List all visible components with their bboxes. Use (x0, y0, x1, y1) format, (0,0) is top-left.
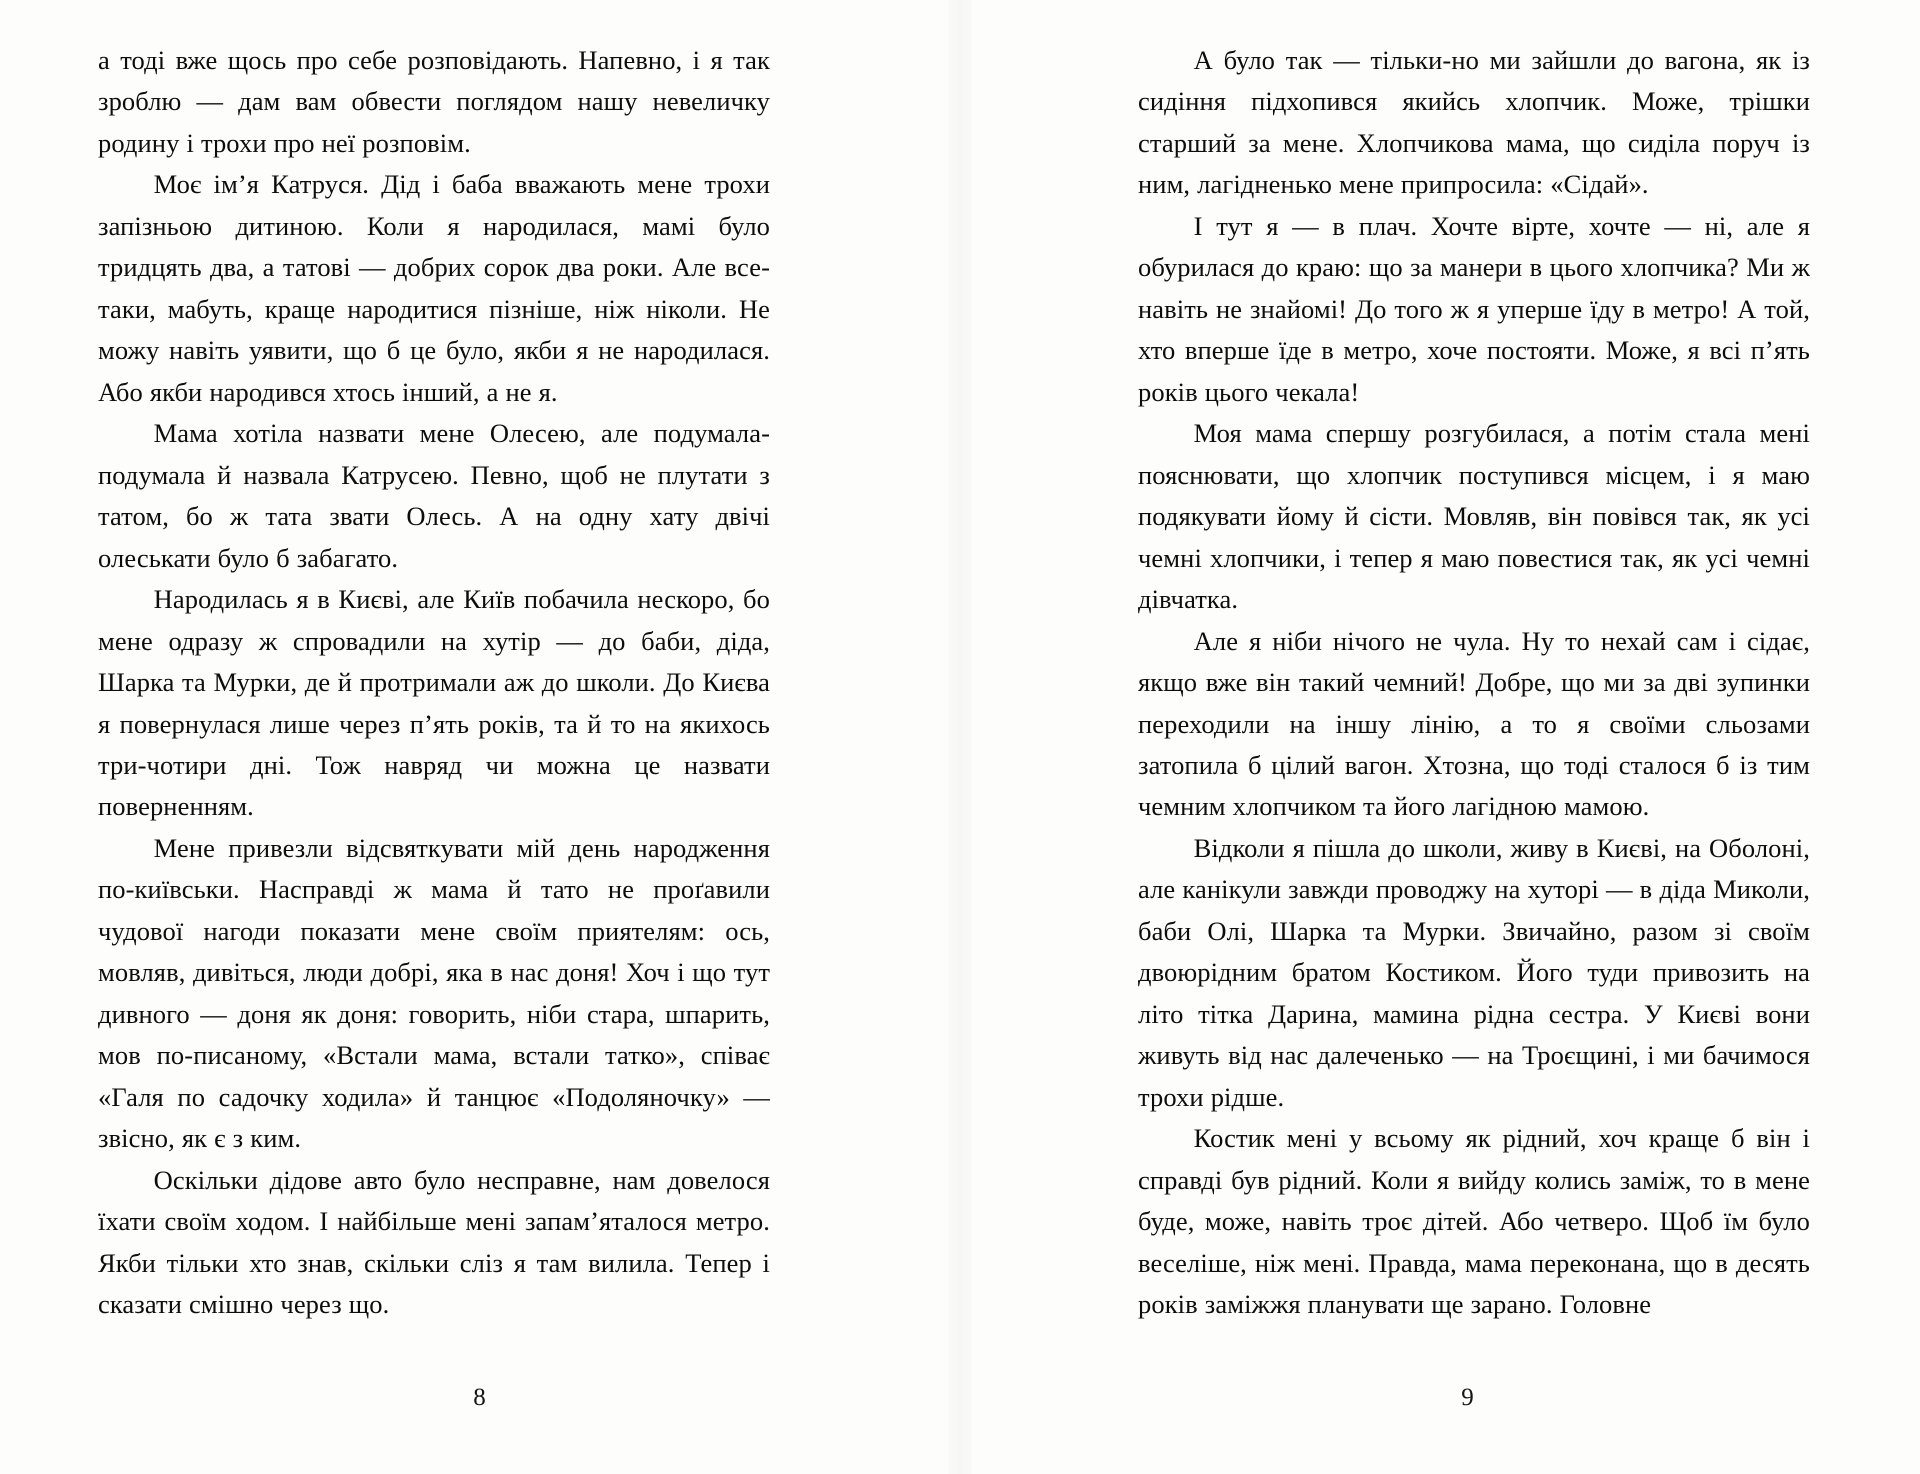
paragraph: Відколи я пішла до школи, живу в Києві, на Оболоні, але канікули завжди проводжу на хуторі — в діда Миколи, баби Олі, Шарка та Мурки. Звичайно, разом зі своїм двоюрідним братом Костиком. Його туди привозить на літо тітка Дарина, мамина рідна сестра. У Києві вони живуть від нас далеченько — на Троєщині, і ми бачимося трохи рідше. (1138, 832, 1810, 1112)
paragraph: Костик мені у всьому як рідний, хоч краще б він і справді був рідний. Коли я вийду колись заміж, то в мене буде, може, навіть троє дітей. Або четверо. Щоб їм було веселіше, ніж мені. Правда, мама переконана, що в десять років заміжжя планувати ще зарано. Головне (1138, 1123, 1810, 1320)
book-page-right (960, 0, 1920, 1474)
paragraph: Мама хотіла назвати мене Олесею, але подумала-подумала й назвала Катрусею. Певно, щоб не плутати з татом, бо ж тата звати Олесь. А на одну хату двічі олеськати було б забагато. (98, 418, 770, 573)
paragraph: А було так — тільки-но ми зайшли до вагона, як із сидіння підхопився якийсь хлопчик. Може, трішки старший за мене. Хлопчикова мама, що сиділа поруч із ним, лагідненько мене припросила: «Сідай». (1138, 45, 1810, 200)
paragraph: Моє ім’я Катруся. Дід і баба вважають мене трохи запізньою дитиною. Коли я народилася, мамі було тридцять два, а татові — добрих сорок два роки. Але все-таки, мабуть, краще народитися пізніше, ніж ніколи. Не можу навіть уявити, що б це було, якби я не народилася. Або якби народився хтось інший, а не я. (98, 169, 770, 407)
page-number-left: 8 (473, 1384, 487, 1411)
left-page-text-block (98, 40, 770, 1326)
paragraph: Але я ніби нічого не чула. Ну то нехай сам і сідає, якщо вже він такий чемний! Добре, що ми за дві зупинки переходили на іншу лінію, а то я своїми сльозами затопила б цілий вагон. Хтозна, що тоді сталося б із тим чемним хлопчиком та його лагідною мамою. (1138, 625, 1810, 822)
paragraph: І тут я — в плач. Хочте вірте, хочте — ні, але я обурилася до краю: що за манери в цього хлопчика? Ми ж навіть не знайомі! До того ж я уперше їду в метро! А той, хто вперше їде в метро, хоче постояти. Може, я всі п’ять років цього чекала! (1138, 210, 1810, 407)
paragraph: а тоді вже щось про себе розповідають. Напевно, і я так зроблю — дам вам обвести поглядом нашу невеличку родину і трохи про неї розповім. (98, 45, 770, 158)
paragraph: Оскільки дідове авто було несправне, нам довелося їхати своїм ходом. І найбільше мені запам’яталося метро. Якби тільки хто знав, скільки сліз я там вилила. Тепер і сказати смішно через що. (98, 1164, 770, 1320)
right-page-text-block (1138, 40, 1810, 1326)
page-number-right: 9 (1461, 1384, 1475, 1411)
paragraph: Моя мама спершу розгубилася, а потім стала мені пояснювати, що хлопчик поступився місцем, і я маю подякувати йому й сісти. Мовляв, він повівся так, як усі чемні хлопчики, і тепер я маю повестися так, як усі чемні дівчатка. (1138, 418, 1810, 615)
paragraph: Народилась я в Києві, але Київ побачила нескоро, бо мене одразу ж спровадили на хутір — до баби, діда, Шарка та Мурки, де й протримали аж до школи. До Києва я повернулася лише через п’ять років, та й то на якихось три-чотири дні. Тож навряд чи можна це назвати поверненням. (98, 584, 770, 822)
paragraph: Мене привезли відсвяткувати мій день народження по-київськи. Насправді ж мама й тато не проґавили чудової нагоди показати мене своїм приятелям: ось, мовляв, дивіться, люди добрі, яка в нас доня! Хоч і що тут дивного — доня як доня: говорить, ніби стара, шпарить, мов по-писаному, «Встали мама, встали татко», співає «Галя по садочку ходила» й танцює «Подоляночку» — звісно, як є з ким. (98, 832, 770, 1154)
